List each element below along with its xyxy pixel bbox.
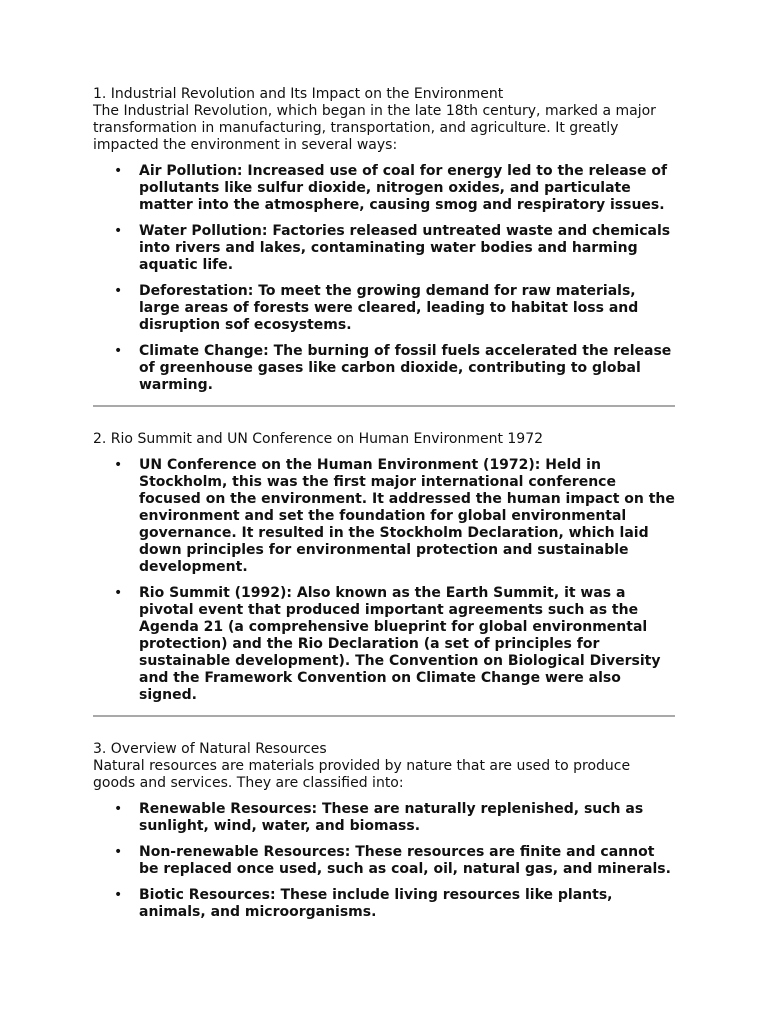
- bullet-icon: •: [114, 457, 123, 473]
- bullet-list: [93, 457, 675, 704]
- list-item: • UN Conference on the Human Environment (1972): Held in Stockholm, this was the first major international conference focused on the environment. It addressed the human impact on the environment and set the foundation for global environmental governance. It resulted in the Stockholm Declaration, which laid down principles for environmental protection and sustainable development.: [114, 457, 675, 575]
- divider: [93, 405, 675, 407]
- section-natural-resources: [93, 741, 675, 921]
- divider: [93, 715, 675, 717]
- list-item: • Renewable Resources: These are naturally replenished, such as sunlight, wind, water, and biomass.: [114, 801, 644, 834]
- section-industrial-revolution: [93, 86, 675, 394]
- bullet-icon: •: [114, 585, 123, 601]
- list-item: • Biotic Resources: These include living resources like plants, animals, and microorganisms.: [114, 887, 613, 920]
- bullet-icon: •: [114, 801, 123, 817]
- section-intro: Natural resources are materials provided by nature that are used to produce goods and services. They are classified into:: [93, 758, 631, 791]
- list-item: • Water Pollution: Factories released untreated waste and chemicals into rivers and lakes, contaminating water bodies and harming aquatic life.: [114, 223, 671, 273]
- bullet-icon: •: [114, 163, 123, 179]
- list-item: • Non-renewable Resources: These resources are finite and cannot be replaced once used, such as coal, oil, natural gas, and minerals.: [114, 844, 671, 877]
- section-heading: 3. Overview of Natural Resources: [93, 741, 327, 757]
- bullet-icon: •: [114, 283, 123, 299]
- section-intro: The Industrial Revolution, which began in the late 18th century, marked a major transformation in manufacturing, transportation, and agriculture. It greatly impacted the environment in several ways:: [93, 103, 656, 153]
- bullet-icon: •: [114, 223, 123, 239]
- bullet-list: [93, 801, 675, 921]
- bullet-icon: •: [114, 343, 123, 359]
- bullet-list: [93, 163, 675, 394]
- document-page: [93, 86, 675, 921]
- list-item: • Rio Summit (1992): Also known as the Earth Summit, it was a pivotal event that produced important agreements such as the Agenda 21 (a comprehensive blueprint for global environmental protection) and the Rio Declaration (a set of principles for sustainable development). The Convention on Biological Diversity and the Framework Convention on Climate Change were also signed.: [114, 585, 661, 703]
- list-item: • Climate Change: The burning of fossil fuels accelerated the release of greenhouse gases like carbon dioxide, contributing to global warming.: [114, 343, 672, 393]
- bullet-icon: •: [114, 887, 123, 903]
- bullet-icon: •: [114, 844, 123, 860]
- section-heading: 1. Industrial Revolution and Its Impact on the Environment: [93, 86, 504, 102]
- list-item: • Air Pollution: Increased use of coal for energy led to the release of pollutants like sulfur dioxide, nitrogen oxides, and particulate matter into the atmosphere, causing smog and respiratory issues.: [114, 163, 668, 213]
- section-heading: 2. Rio Summit and UN Conference on Human Environment 1972: [93, 431, 544, 447]
- section-rio-summit: [93, 431, 675, 704]
- list-item: • Deforestation: To meet the growing demand for raw materials, large areas of forests were cleared, leading to habitat loss and disruption sof ecosystems.: [114, 283, 639, 333]
